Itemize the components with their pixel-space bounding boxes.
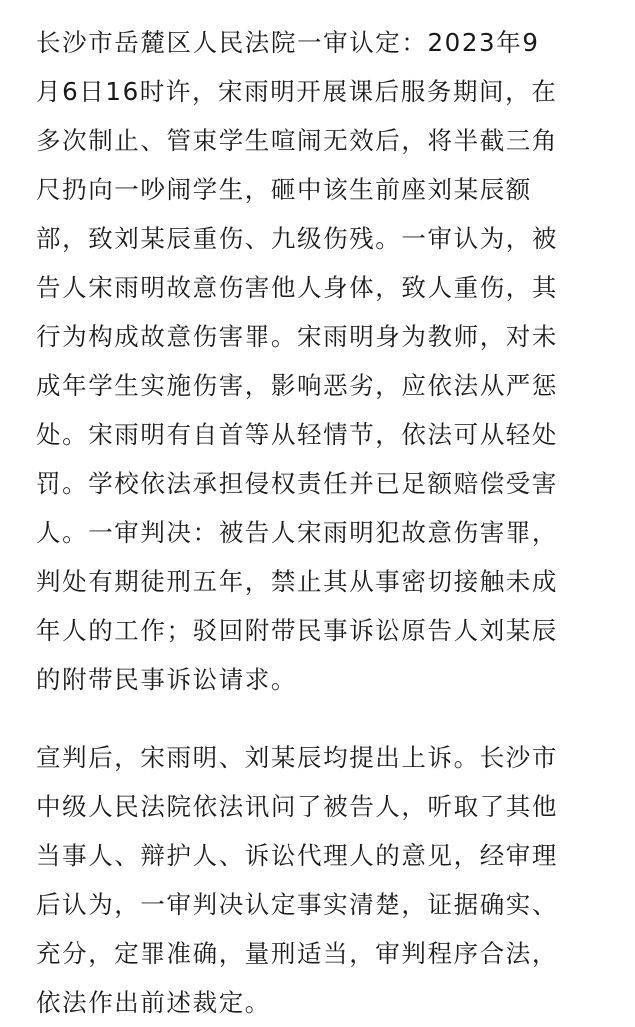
paragraph-appeal-ruling xyxy=(36,733,616,1027)
text-line: 充分，定罪准确，量刑适当，审判程序合法， xyxy=(36,939,558,968)
text-line: 判处有期徒刑五年，禁止其从事密切接触未成 xyxy=(36,567,558,596)
text-line: 成年学生实施伤害，影响恶劣，应依法从严惩 xyxy=(36,371,558,400)
text-line: 当事人、辩护人、诉讼代理人的意见，经审理 xyxy=(36,841,558,870)
text-line: 部，致刘某辰重伤、九级伤残。一审认为，被 xyxy=(36,224,558,253)
text-line: 处。宋雨明有自首等从轻情节，依法可从轻处 xyxy=(36,420,558,449)
text-line: 中级人民法院依法讯问了被告人，听取了其他 xyxy=(36,792,558,821)
text-line: 的附带民事诉讼请求。 xyxy=(36,665,297,694)
text-line: 尺扔向一吵闹学生，砸中该生前座刘某辰额 xyxy=(36,175,532,204)
text-line: 告人宋雨明故意伤害他人身体，致人重伤，其 xyxy=(36,273,558,302)
text-line: 依法作出前述裁定。 xyxy=(36,988,271,1017)
text-line: 人。一审判决：被告人宋雨明犯故意伤害罪， xyxy=(36,518,558,547)
text-line: 长沙市岳麓区人民法院一审认定：2023年9 xyxy=(36,28,540,57)
text-line: 行为构成故意伤害罪。宋雨明身为教师，对未 xyxy=(36,322,558,351)
paragraph-first-instance-ruling xyxy=(36,18,616,704)
text-line: 月6日16时许，宋雨明开展课后服务期间，在 xyxy=(36,77,558,106)
text-line: 罚。学校依法承担侵权责任并已足额赔偿受害 xyxy=(36,469,558,498)
text-line: 多次制止、管束学生喧闹无效后，将半截三角 xyxy=(36,126,558,155)
text-line: 年人的工作；驳回附带民事诉讼原告人刘某辰 xyxy=(36,616,558,645)
text-line: 宣判后，宋雨明、刘某辰均提出上诉。长沙市 xyxy=(36,743,558,772)
text-line: 后认为，一审判决认定事实清楚，证据确实、 xyxy=(36,890,558,919)
